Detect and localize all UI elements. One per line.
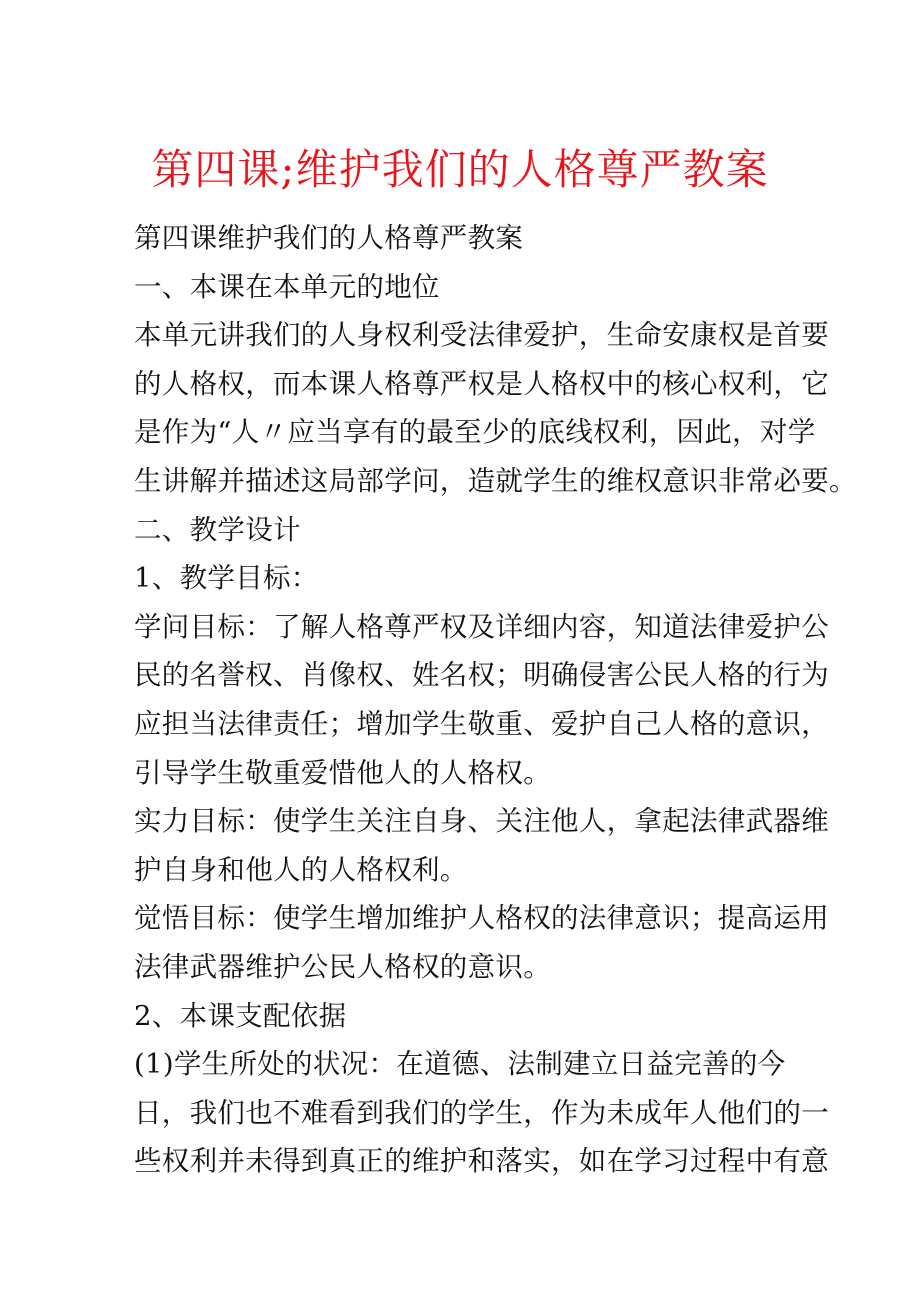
paragraph-line: 法律武器维护公民人格权的意识。: [134, 950, 551, 983]
paragraph-line: 日，我们也不难看到我们的学生，作为未成年人他们的一: [134, 1096, 829, 1129]
paragraph-line: 生讲解并描述这局部学问，造就学生的维权意识非常必要。: [134, 464, 857, 497]
paragraph-line: 本单元讲我们的人身权利受法律爱护，生命安康权是首要: [134, 319, 829, 352]
paragraph-line: 引导学生敬重爱惜他人的人格权。: [134, 756, 551, 789]
paragraph-line: (1)学生所处的状况：在道德、法制建立日益完善的今: [134, 1048, 786, 1081]
heading-lesson: 第四课维护我们的人格尊严教案: [134, 222, 524, 254]
paragraph-line: 护自身和他人的人格权利。: [134, 853, 468, 886]
section-heading-design: 二、教学设计: [134, 513, 301, 546]
paragraph-line: 学问目标：了解人格尊严权及详细内容，知道法律爱护公: [134, 610, 829, 643]
paragraph-line: 应担当法律责任；增加学生敬重、爱护自己人格的意识，: [134, 707, 829, 740]
paragraph-line: 觉悟目标：使学生增加维护人格权的法律意识；提高运用: [134, 902, 829, 935]
paragraph-line: 民的名誉权、肖像权、姓名权；明确侵害公民人格的行为: [134, 659, 829, 692]
subheading-basis: 2、本课支配依据: [134, 999, 347, 1032]
paragraph-line: 实力目标：使学生关注自身、关注他人，拿起法律武器维: [134, 805, 829, 838]
paragraph-line: 些权利并未得到真正的维护和落实，如在学习过程中有意: [134, 1145, 829, 1178]
subheading-objectives: 1、教学目标：: [134, 562, 319, 595]
paragraph-line: 的人格权，而本课人格尊严权是人格权中的核心权利，它: [134, 367, 829, 400]
section-heading-position: 一、本课在本单元的地位: [134, 270, 440, 303]
document-title: 第四课;维护我们的人格尊严教案: [151, 145, 769, 194]
document-body: [134, 214, 857, 1186]
paragraph-line: 是作为“人〃应当享有的最至少的底线权利，因此，对学: [134, 416, 816, 449]
